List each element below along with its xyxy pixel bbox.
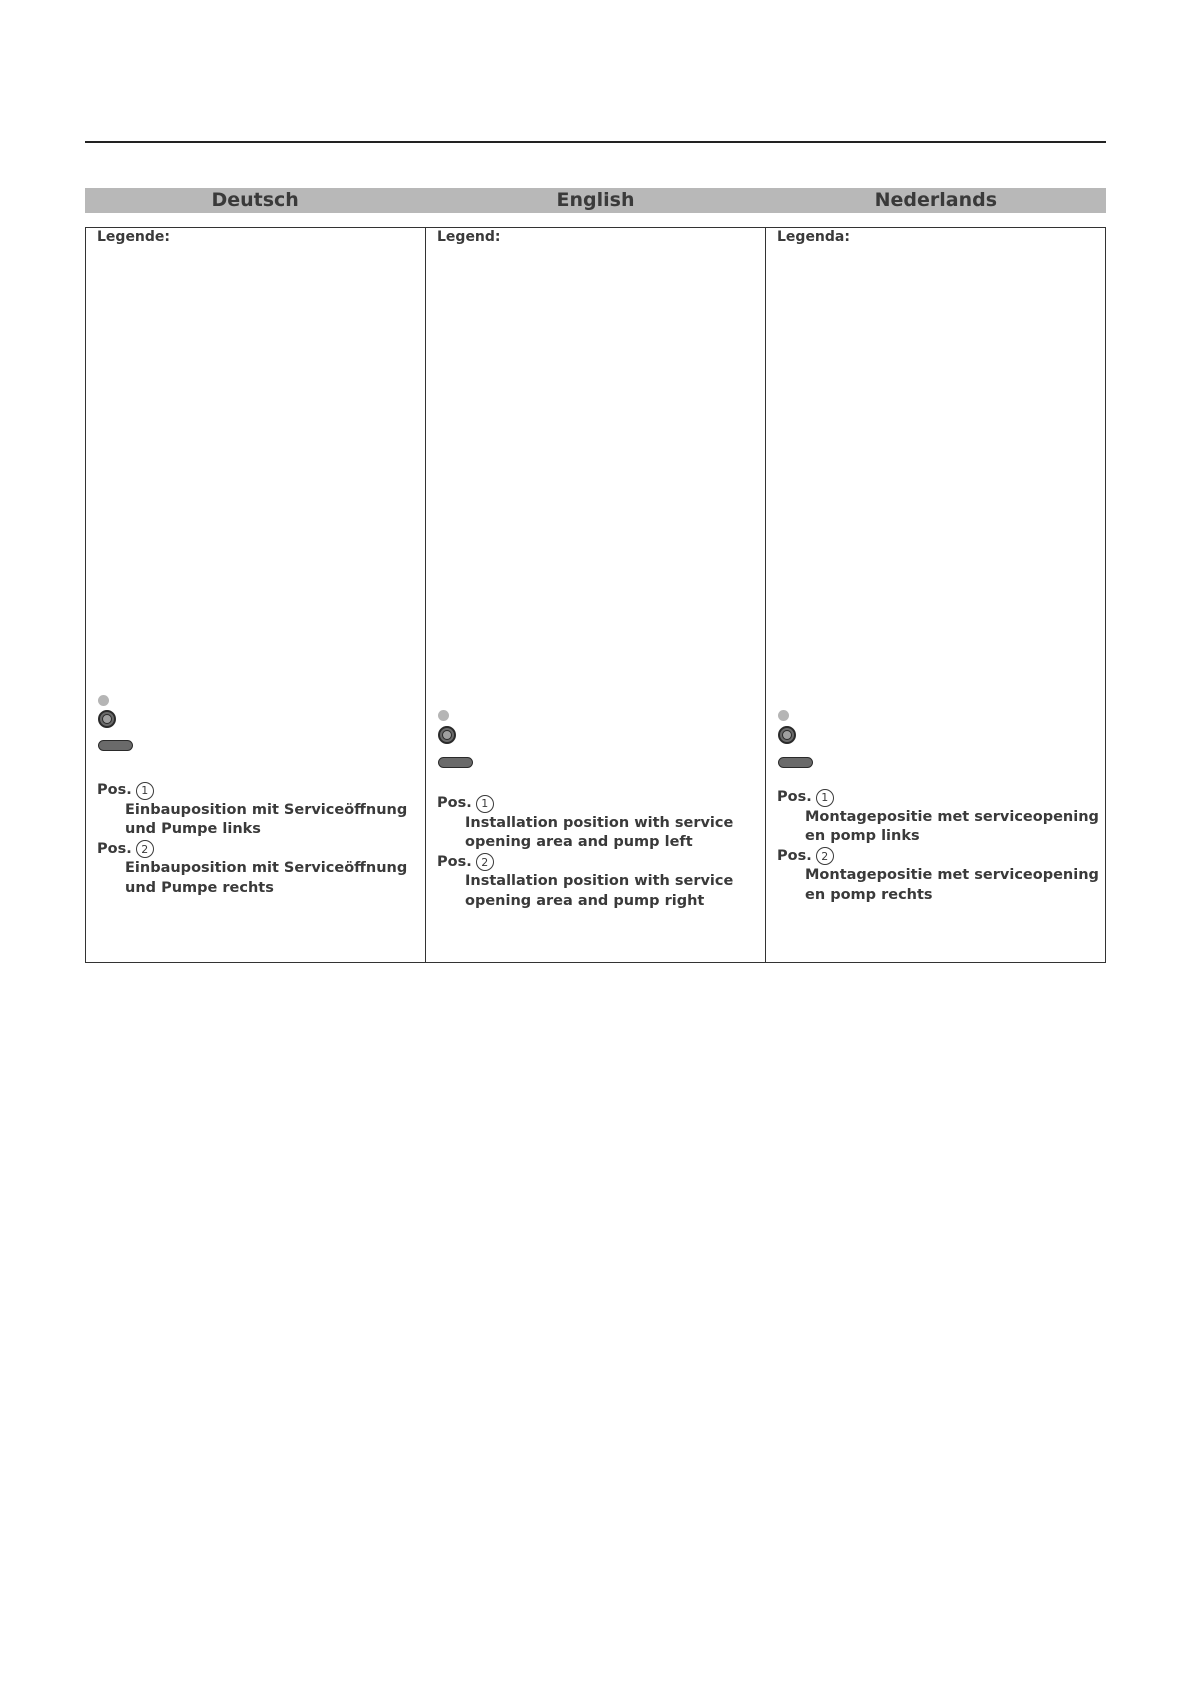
legend-title: Legend:: [437, 229, 501, 245]
circled-number: 1: [816, 789, 834, 807]
circled-number: 2: [136, 840, 154, 858]
pos-description: Installation position with service opening area and pump right: [465, 873, 734, 909]
pos-description: Einbauposition mit Serviceöffnung und Pumpe rechts: [125, 860, 408, 896]
pos-description: Einbauposition mit Serviceöffnung und Pumpe links: [125, 801, 408, 837]
pos-prefix: Pos.: [97, 840, 132, 857]
pill-icon: [778, 757, 813, 768]
pos-label: [437, 853, 759, 873]
ring-icon: [778, 726, 796, 744]
legend-title: Legenda:: [777, 229, 850, 245]
language-header-de: Deutsch: [211, 189, 299, 211]
column-english: [425, 228, 765, 962]
circled-number: 2: [816, 847, 834, 865]
pos-description: Installation position with service opening area and pump left: [465, 814, 734, 850]
pos-prefix: Pos.: [777, 789, 812, 805]
language-header-en: English: [556, 189, 635, 211]
circled-number: 2: [476, 853, 494, 871]
pill-icon: [98, 740, 133, 751]
language-header-nl: Nederlands: [874, 189, 998, 211]
pos-list: [437, 794, 759, 911]
pos-prefix: Pos.: [437, 795, 472, 811]
pos-list: [777, 788, 1099, 905]
pos-prefix: Pos.: [97, 782, 132, 798]
ring-icon: [98, 710, 116, 728]
pos-prefix: Pos.: [777, 847, 812, 864]
pos-description: Montagepositie met serviceopening en pomp rechts: [805, 867, 1099, 903]
pos-label: [437, 794, 759, 814]
column-nederlands: [765, 228, 1105, 962]
pos-list: [97, 781, 419, 898]
grey-dot-icon: [438, 710, 449, 721]
column-deutsch: [86, 228, 425, 962]
grey-dot-icon: [778, 710, 789, 721]
language-header-bar: [85, 188, 1106, 213]
header-rule: [85, 141, 1106, 143]
pos-description: Montagepositie met serviceopening en pomp links: [805, 808, 1099, 844]
legend-title: Legende:: [97, 229, 171, 245]
ring-icon: [438, 726, 456, 744]
circled-number: 1: [476, 795, 494, 813]
pos-label: [777, 847, 1099, 867]
legend-table: [85, 227, 1106, 963]
pos-label: [97, 781, 419, 801]
pill-icon: [438, 757, 473, 768]
circled-number: 1: [136, 782, 154, 800]
grey-dot-icon: [98, 695, 109, 706]
pos-label: [777, 788, 1099, 808]
pos-label: [97, 840, 419, 860]
pos-prefix: Pos.: [437, 853, 472, 870]
